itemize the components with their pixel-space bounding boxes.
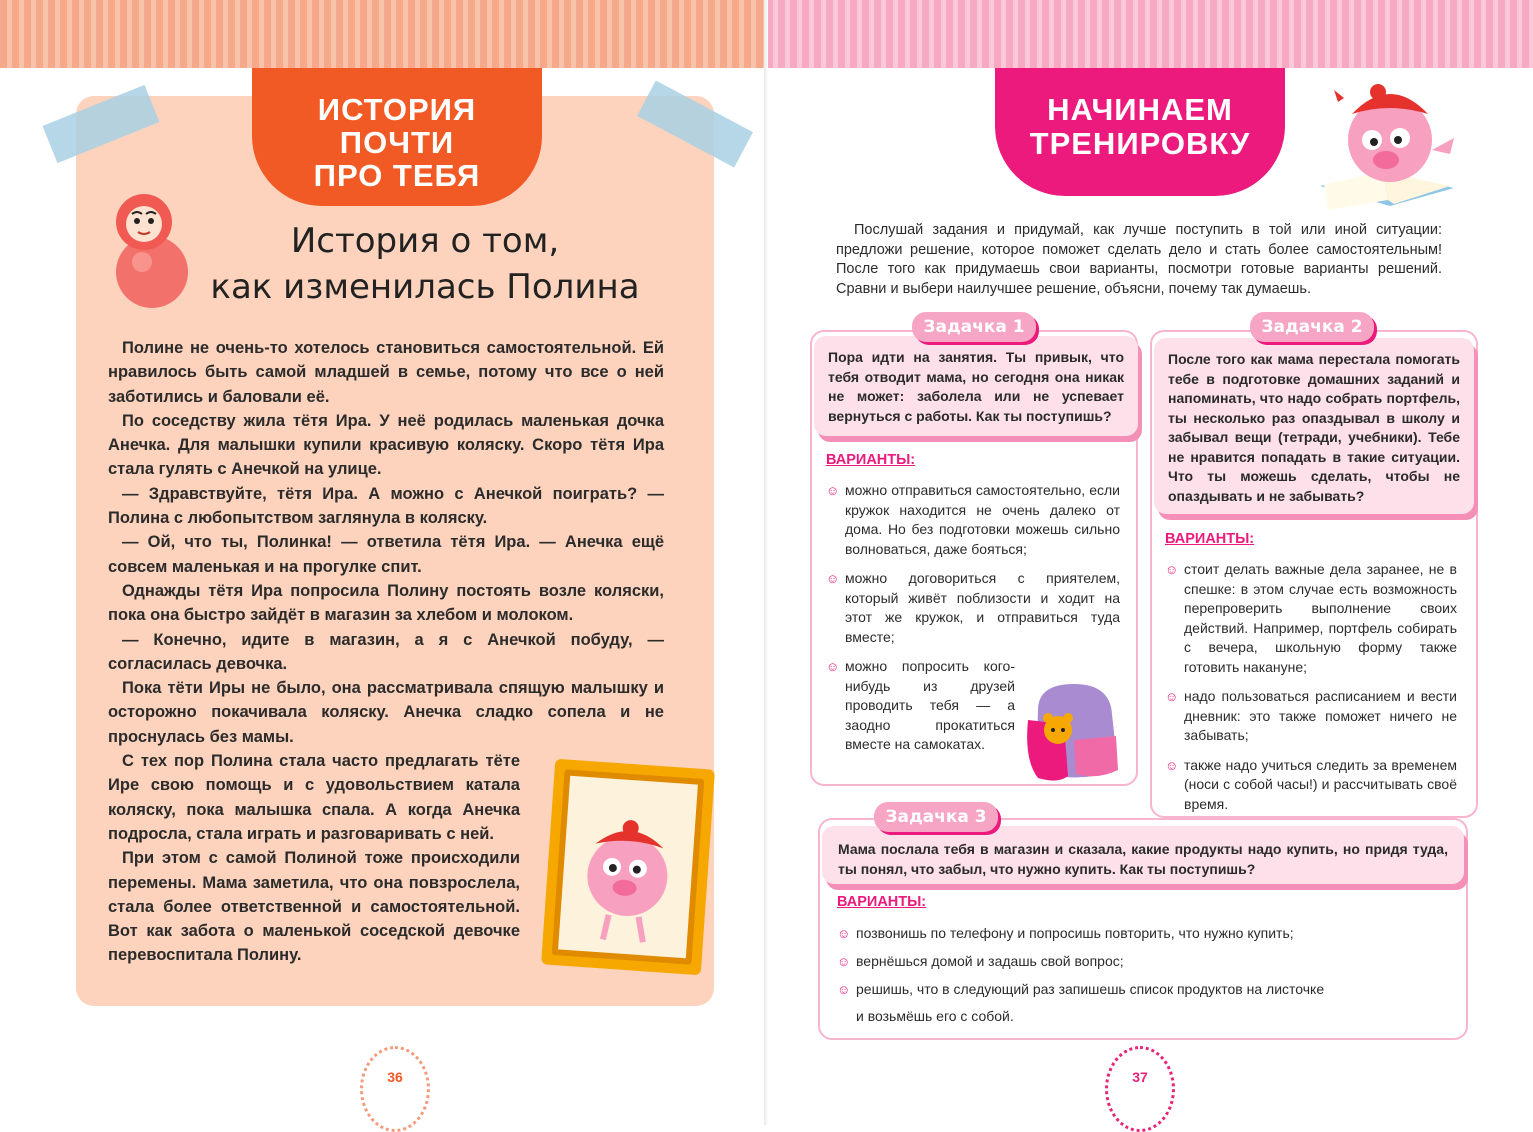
backpack-illustration	[1018, 680, 1126, 784]
list-item	[826, 569, 1120, 647]
book-spine	[764, 0, 768, 1125]
option-text: позвонишь по телефону и попросишь повторить, что нужно купить;	[856, 925, 1294, 941]
story-heading	[210, 218, 640, 310]
section-title-left	[252, 68, 542, 206]
page-number-left: 36	[360, 1046, 430, 1132]
task2-question: После того как мама перестала помогать тебе в подготовке домашних заданий и напоминать, что надо собрать портфель, ты несколько раз опаздывал в школу и забывал вещи (тетради, учебники). Тебе не нравится попадать в такие ситуации. Что ты можешь сделать, чтобы не опаздывать и не забывать?	[1154, 338, 1474, 514]
option-text: можно попросить кого-нибудь из друзей проводить тебя — а заодно прокатиться вместе на самокатах.	[845, 658, 1015, 752]
variants-label: ВАРИАНТЫ:	[826, 452, 916, 468]
story-paragraph: — Конечно, идите в магазин, а я с Анечкой побуду, — согласилась девочка.	[108, 630, 664, 673]
option-text: можно договориться с приятелем, который живёт поблизости и ходит на этот же кружок, и отправиться туда вместе;	[845, 570, 1120, 645]
title-line: НАЧИНАЕМ	[1047, 92, 1233, 127]
task2-badge: Задачка 2	[1250, 312, 1374, 342]
task1-badge: Задачка 1	[912, 312, 1036, 342]
intro-text: Послушай задания и придумай, как лучше поступить в той или иной ситуации: предложи решение, которое поможет сделать дело и стать более самостоятельным! После того как придумаешь свои варианты, посмотри готовые варианты решений. Сравни и выбери наилучшее решение, объясни, почему так думаешь.	[836, 222, 1442, 297]
option-text: также надо учиться следить за временем (носи с собой часы!) и рассчитывать своё время.	[1184, 756, 1457, 812]
story-paragraph: — Здравствуйте, тётя Ира. А можно с Анечкой поиграть? — Полина с любопытством заглянула в коляску.	[108, 484, 664, 528]
heading-line: как изменилась Полина	[210, 267, 640, 307]
list-item-continuation: и возьмёшь его с собой.	[856, 1008, 1014, 1024]
story-paragraph: При этом с самой Полиной тоже происходили перемены. Мама заметила, что она повзрослела, стала более ответственной и самостоятельной. Вот как забота о маленькой соседской девочке перевоспитала Полину.	[108, 849, 520, 965]
smile-bullet-icon: ☺	[837, 926, 851, 941]
doll-illustration	[106, 188, 198, 308]
smile-bullet-icon: ☺	[1165, 562, 1179, 577]
story-paragraph: С тех пор Полина стала часто предлагать тёте Ире свою помощь и с удовольствием катала коляску, пока малышка спала. А когда Анечка подросла, стала играть и разговаривать с ней.	[108, 752, 520, 843]
story-paragraph: Пока тёти Иры не было, она рассматривала спящую малышку и осторожно покачивала коляску. Анечка сладко сопела и не проснулась без мамы.	[108, 679, 664, 746]
smile-bullet-icon: ☺	[826, 571, 840, 586]
task3-options	[837, 924, 1437, 1035]
option-text: решишь, что в следующий раз запишешь список продуктов на листочке	[856, 981, 1325, 997]
list-item	[837, 924, 1437, 944]
piggy-reading-illustration	[1314, 76, 1460, 216]
framed-piggy-illustration	[538, 756, 718, 978]
story-paragraph: По соседству жила тётя Ира. У неё родилась маленькая дочка Анечка. Для малышки купили красивую коляску. Скоро тётя Ира стала гулять с Анечкой на улице.	[108, 411, 664, 479]
option-text: можно отправиться самостоятельно, если кружок находится не очень далеко от дома. Но без подготовки можешь сильно волноваться, даже бояться;	[845, 482, 1120, 557]
title-line: ПОЧТИ	[339, 125, 455, 160]
list-item	[1165, 756, 1457, 815]
variants-label: ВАРИАНТЫ:	[837, 894, 927, 910]
option-text: надо пользоваться расписанием и вести дневник: это также поможет ничего не забывать;	[1184, 688, 1457, 743]
variants-label: ВАРИАНТЫ:	[1165, 531, 1255, 547]
list-item	[1165, 560, 1457, 677]
list-item	[1165, 687, 1457, 746]
story-paragraph: Полине не очень-то хотелось становиться самостоятельной. Ей нравилось быть самой младшей в семье, потому что все о ней заботились и баловали её.	[108, 339, 664, 406]
heading-line: История о том,	[290, 221, 560, 261]
option-text: стоит делать важные дела заранее, не в спешке: в этом случае есть возможность перепроверить выполнение своих действий. Например, портфель собирать с вечера, школьную форму также готовить накануне;	[1184, 561, 1457, 675]
list-item	[837, 952, 1437, 972]
top-band-left	[0, 0, 766, 68]
section-title-right	[995, 68, 1285, 196]
smile-bullet-icon: ☺	[837, 982, 851, 997]
task3-question: Мама послала тебя в магазин и сказала, какие продукты надо купить, но придя туда, ты понял, что забыл, что нужно купить. Как ты поступишь?	[822, 826, 1464, 884]
list-item	[837, 980, 1437, 1000]
list-item	[826, 481, 1120, 559]
story-paragraph: Однажды тётя Ира попросила Полину постоять возле коляски, пока она быстро зайдёт в магазин за хлебом и молоком.	[108, 581, 664, 625]
title-line: ТРЕНИРОВКУ	[1029, 126, 1251, 161]
list-item	[826, 657, 1015, 755]
smile-bullet-icon: ☺	[837, 954, 851, 969]
top-band-right	[766, 0, 1533, 68]
smile-bullet-icon: ☺	[1165, 689, 1179, 704]
option-text: вернёшься домой и задашь свой вопрос;	[856, 953, 1124, 969]
task2-options	[1165, 560, 1457, 824]
page-number-right: 37	[1105, 1046, 1175, 1132]
task1-question: Пора идти на занятия. Ты привык, что тебя отводит мама, но сегодня она никак не может: заболела или не успевает вернуться с работы. Как ты поступишь?	[814, 336, 1138, 436]
smile-bullet-icon: ☺	[826, 483, 840, 498]
story-paragraph: — Ой, что ты, Полинка! — ответила тётя Ира. — Анечка ещё совсем маленькая и на прогулке спит.	[108, 533, 664, 576]
task3-badge: Задачка 3	[874, 802, 998, 832]
smile-bullet-icon: ☺	[1165, 757, 1179, 773]
title-line: ИСТОРИЯ	[317, 92, 477, 127]
title-line: ПРО ТЕБЯ	[313, 158, 481, 193]
smile-bullet-icon: ☺	[826, 659, 840, 674]
